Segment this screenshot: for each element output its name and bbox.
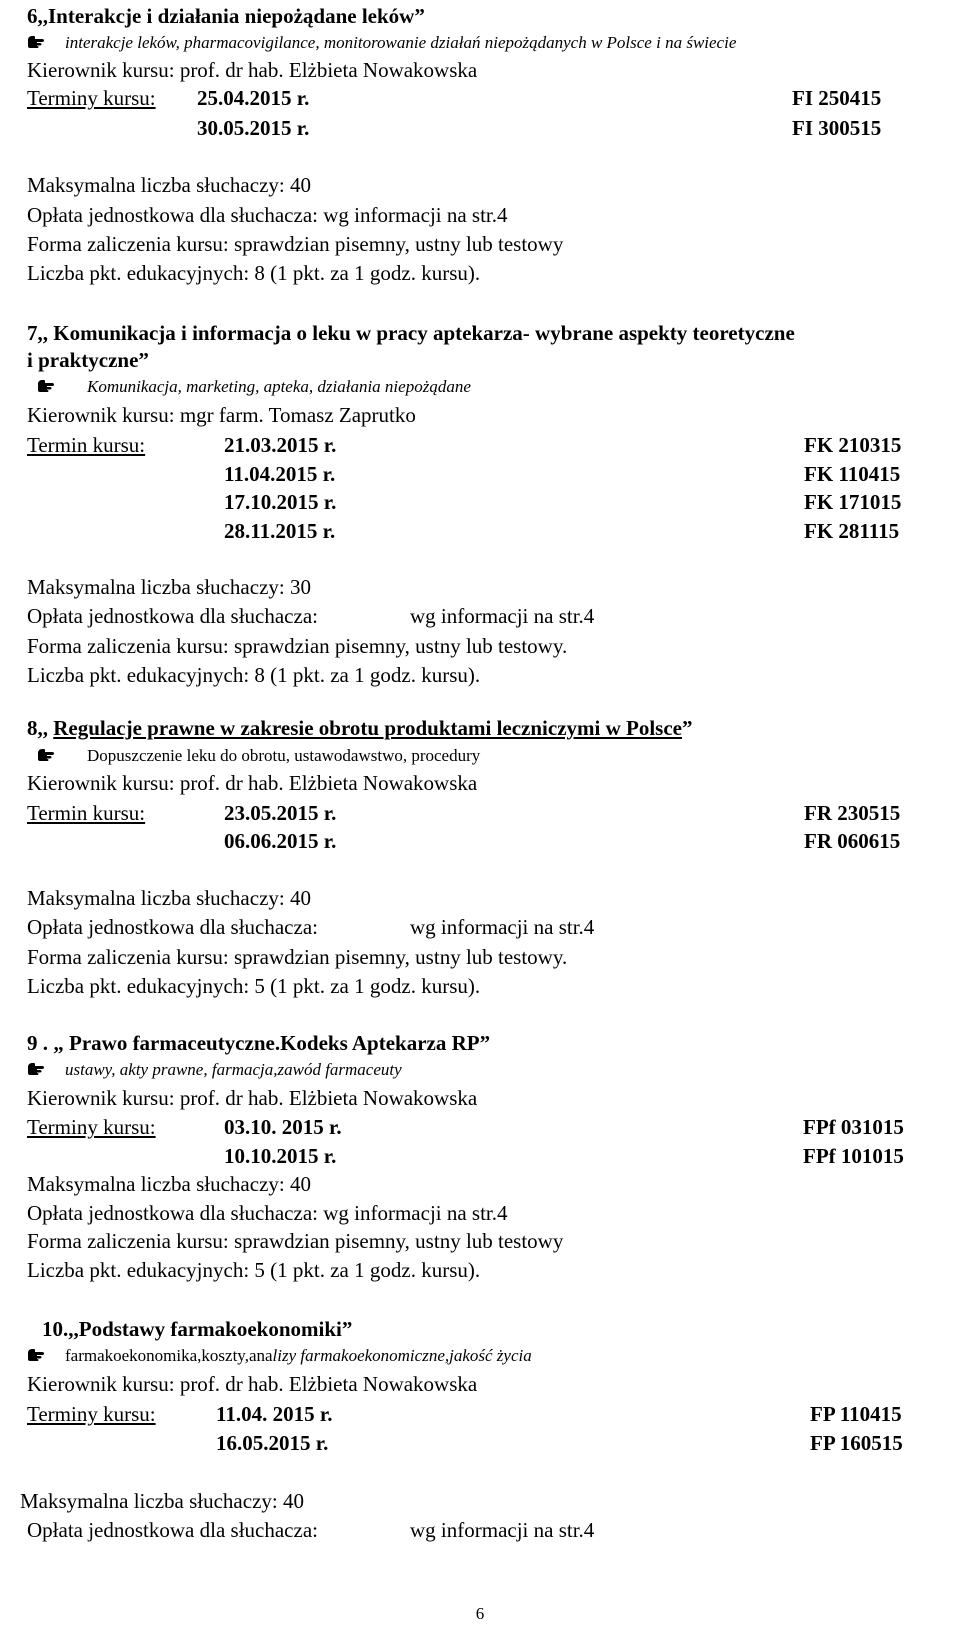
section-7-manager: Kierownik kursu: mgr farm. Tomasz Zaprutko (27, 403, 416, 427)
section-6-dates-label: Terminy kursu: (27, 86, 156, 110)
section-7-fee-value: wg informacji na str.4 (410, 604, 595, 628)
section-7-max: Maksymalna liczba słuchaczy: 30 (27, 575, 311, 599)
pointing-hand-icon (27, 35, 51, 49)
section-9-fee: Opłata jednostkowa dla słuchacza: wg informacji na str.4 (27, 1201, 508, 1225)
section-7-dates-label: Termin kursu: (27, 433, 146, 457)
section-8-manager: Kierownik kursu: prof. dr hab. Elżbieta Nowakowska (27, 771, 478, 795)
pointing-hand-icon (37, 379, 61, 393)
pointing-hand-icon (37, 748, 61, 762)
section-7-date-4: 28.11.2015 r. (224, 519, 336, 543)
section-6-heading: 6,,Interakcje i działania niepożądane leków” (27, 4, 425, 28)
section-7-heading-line1: 7,, Komunikacja i informacja o leku w pracy aptekarza- wybrane aspekty teoretyczne (27, 321, 795, 345)
section-7-date-2: 11.04.2015 r. (224, 462, 336, 486)
pointing-hand-icon (27, 1062, 51, 1076)
section-6-fee: Opłata jednostkowa dla słuchacza: wg informacji na str.4 (27, 203, 508, 227)
section-9-date-1: 03.10. 2015 r. (224, 1115, 342, 1139)
section-8-date-2: 06.06.2015 r. (224, 829, 337, 853)
section-8-max: Maksymalna liczba słuchaczy: 40 (27, 886, 311, 910)
section-10-manager: Kierownik kursu: prof. dr hab. Elżbieta Nowakowska (27, 1372, 478, 1396)
section-8-topics: Dopuszczenie leku do obrotu, ustawodawstwo, procedury (87, 746, 481, 765)
section-10-date-1: 11.04. 2015 r. (216, 1402, 333, 1426)
section-8-code-2: FR 060615 (804, 829, 901, 853)
section-7-topics: Komunikacja, marketing, apteka, działania niepożądane (87, 377, 471, 396)
section-10-dates-label: Terminy kursu: (27, 1402, 156, 1426)
section-7-code-4: FK 281115 (804, 519, 900, 543)
section-6-form: Forma zaliczenia kursu: sprawdzian pisemny, ustny lub testowy (27, 232, 564, 256)
section-6-topics: interakcje leków, pharmacovigilance, monitorowanie działań niepożądanych w Polsce i na świecie (65, 33, 737, 52)
section-8-dates-label: Termin kursu: (27, 801, 146, 825)
section-7-date-1: 21.03.2015 r. (224, 433, 337, 457)
section-8-topics-line (37, 743, 480, 769)
section-7-topics-line (37, 374, 471, 400)
section-6-topics-line (27, 30, 736, 56)
section-6-points: Liczba pkt. edukacyjnych: 8 (1 pkt. za 1 godz. kursu). (27, 261, 481, 285)
section-8-points: Liczba pkt. edukacyjnych: 5 (1 pkt. za 1 godz. kursu). (27, 974, 481, 998)
section-10-max: Maksymalna liczba słuchaczy: 40 (20, 1489, 304, 1513)
section-6-manager: Kierownik kursu: prof. dr hab. Elżbieta Nowakowska (27, 58, 478, 82)
section-7-code-2: FK 110415 (804, 462, 901, 486)
section-8-fee-label: Opłata jednostkowa dla słuchacza: (27, 915, 318, 939)
section-7-date-3: 17.10.2015 r. (224, 490, 337, 514)
section-9-max: Maksymalna liczba słuchaczy: 40 (27, 1172, 311, 1196)
pointing-hand-icon (27, 1348, 51, 1362)
section-10-fee-value: wg informacji na str.4 (410, 1518, 595, 1542)
section-6-code-2: FI 300515 (792, 116, 882, 140)
section-8-form: Forma zaliczenia kursu: sprawdzian pisemny, ustny lub testowy. (27, 945, 568, 969)
section-9-date-2: 10.10.2015 r. (224, 1144, 337, 1168)
section-10-code-1: FP 110415 (810, 1402, 902, 1426)
section-8-code-1: FR 230515 (804, 801, 901, 825)
section-10-topics-line (27, 1343, 532, 1369)
section-7-fee-label: Opłata jednostkowa dla słuchacza: (27, 604, 318, 628)
section-7-code-3: FK 171015 (804, 490, 902, 514)
section-6-code-1: FI 250415 (792, 86, 882, 110)
section-7-points: Liczba pkt. edukacyjnych: 8 (1 pkt. za 1 godz. kursu). (27, 663, 481, 687)
section-9-manager: Kierownik kursu: prof. dr hab. Elżbieta Nowakowska (27, 1086, 478, 1110)
section-8-date-1: 23.05.2015 r. (224, 801, 337, 825)
section-9-points: Liczba pkt. edukacyjnych: 5 (1 pkt. za 1 godz. kursu). (27, 1258, 481, 1282)
section-10-topics-b: lizy farmakoekonomiczne,jakość życia (272, 1346, 532, 1365)
section-9-code-2: FPf 101015 (803, 1144, 904, 1168)
section-9-heading: 9 . „ Prawo farmaceutyczne.Kodeks Aptekarza RP” (27, 1031, 491, 1055)
section-9-topics: ustawy, akty prawne, farmacja,zawód farmaceuty (65, 1060, 402, 1079)
section-7-form: Forma zaliczenia kursu: sprawdzian pisemny, ustny lub testowy. (27, 634, 568, 658)
section-9-form: Forma zaliczenia kursu: sprawdzian pisemny, ustny lub testowy (27, 1229, 564, 1253)
section-6-max: Maksymalna liczba słuchaczy: 40 (27, 173, 311, 197)
section-9-code-1: FPf 031015 (803, 1115, 904, 1139)
page-number: 6 (475, 1604, 485, 1623)
section-8-heading: 8,, Regulacje prawne w zakresie obrotu produktami leczniczymi w Polsce” (27, 716, 693, 740)
section-6-date-1: 25.04.2015 r. (197, 86, 310, 110)
section-8-fee-value: wg informacji na str.4 (410, 915, 595, 939)
section-10-fee-label: Opłata jednostkowa dla słuchacza: (27, 1518, 318, 1542)
section-7-code-1: FK 210315 (804, 433, 902, 457)
section-9-topics-line (27, 1057, 402, 1083)
section-10-heading: 10.,,Podstawy farmakoekonomiki” (42, 1317, 353, 1341)
section-7-heading-line2: i praktyczne” (27, 348, 149, 372)
section-10-topics-a: farmakoekonomika,koszty,ana (65, 1346, 273, 1365)
section-10-code-2: FP 160515 (810, 1431, 903, 1455)
section-6-date-2: 30.05.2015 r. (197, 116, 310, 140)
section-10-date-2: 16.05.2015 r. (216, 1431, 329, 1455)
section-9-dates-label: Terminy kursu: (27, 1115, 156, 1139)
